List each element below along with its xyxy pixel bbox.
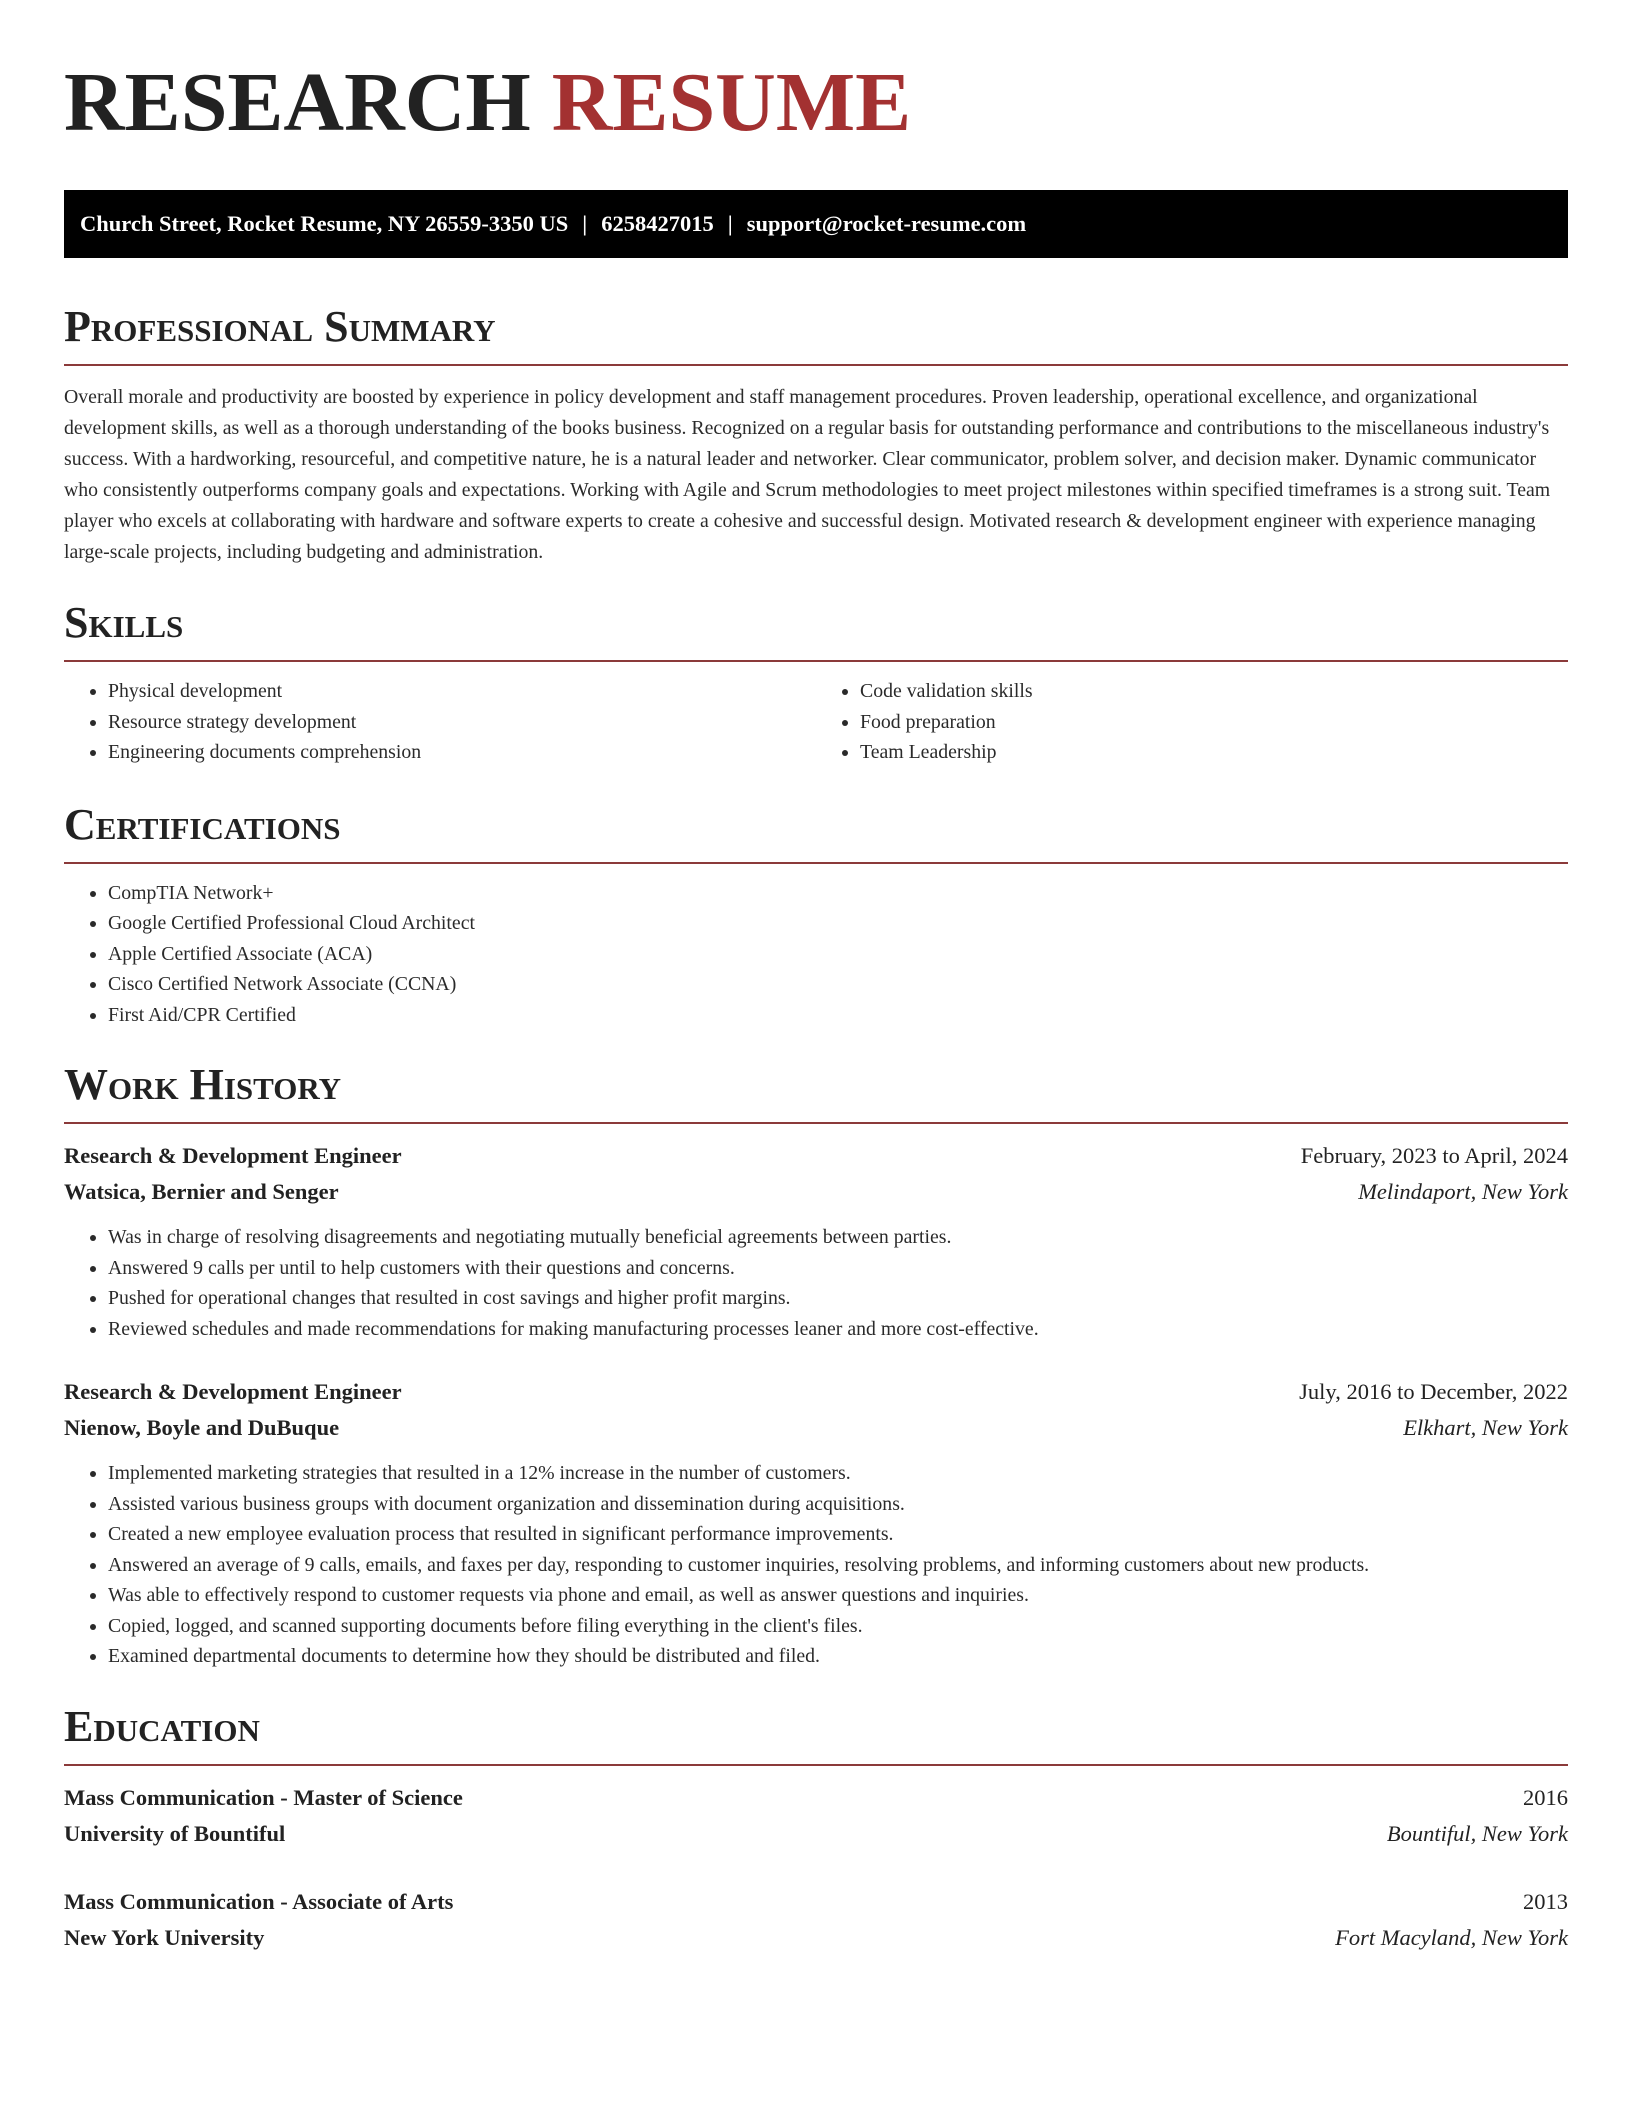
job-bullets xyxy=(64,1458,1568,1672)
contact-phone: 6258427015 xyxy=(601,211,714,236)
contact-bar xyxy=(64,190,1568,258)
job-bullet: • Answered 9 calls per until to help customers with their questions and concerns. xyxy=(108,1253,1568,1284)
certification-item: • Cisco Certified Network Associate (CCNA) xyxy=(108,969,1568,1000)
job-bullet: • Was able to effectively respond to customer requests via phone and email, as well as answer questions and inquiries. xyxy=(108,1580,1568,1611)
job-bullet: • Pushed for operational changes that resulted in cost savings and higher profit margins. xyxy=(108,1283,1568,1314)
education-entry xyxy=(64,1884,1568,1956)
work-history-section xyxy=(64,1060,1568,1672)
education-location: Fort Macyland, New York xyxy=(1335,1924,1568,1950)
job-title-row xyxy=(64,1138,1568,1174)
title-first-word: RESEARCH xyxy=(64,56,531,149)
job-bullets xyxy=(64,1222,1568,1344)
skills-list-left xyxy=(64,676,816,768)
resume-title xyxy=(64,58,1568,148)
job-bullet: • Was in charge of resolving disagreements and negotiating mutually beneficial agreements between parties. xyxy=(108,1222,1568,1253)
education-location: Bountiful, New York xyxy=(1386,1820,1568,1846)
job-bullet: • Answered an average of 9 calls, emails, and faxes per day, responding to customer inquiries, resolving problems, and informing customers about new products. xyxy=(108,1550,1568,1581)
education-year: 2016 xyxy=(1523,1784,1568,1810)
job-bullet: • Copied, logged, and scanned supporting documents before filing everything in the client's files. xyxy=(108,1611,1568,1642)
certification-item: • Apple Certified Associate (ACA) xyxy=(108,939,1568,970)
job-company: Nienow, Boyle and DuBuque xyxy=(64,1415,340,1440)
skills-columns xyxy=(64,662,1568,768)
contact-address: Church Street, Rocket Resume, NY 26559-3350 US xyxy=(80,211,569,236)
job-dates: July, 2016 to December, 2022 xyxy=(1299,1379,1568,1404)
skill-item: • Engineering documents comprehension xyxy=(108,737,816,768)
education-degree-row xyxy=(64,1780,1568,1816)
contact-separator: | xyxy=(582,211,588,236)
education-school: New York University xyxy=(64,1924,265,1950)
education-school: University of Bountiful xyxy=(64,1820,286,1846)
education-degree: Mass Communication - Master of Science xyxy=(64,1784,463,1810)
contact-separator: | xyxy=(727,211,733,236)
summary-heading: Professional Summary xyxy=(64,302,496,351)
job-dates: February, 2023 to April, 2024 xyxy=(1300,1143,1568,1168)
job-bullet: • Assisted various business groups with document organization and dissemination during acquisitions. xyxy=(108,1489,1568,1520)
skill-item: • Food preparation xyxy=(860,707,1568,738)
certification-item: • CompTIA Network+ xyxy=(108,878,1568,909)
education-entry xyxy=(64,1780,1568,1852)
job-entry xyxy=(64,1138,1568,1344)
summary-divider xyxy=(64,364,1568,366)
work-history-divider xyxy=(64,1122,1568,1124)
job-company-row xyxy=(64,1410,1568,1446)
job-bullet: • Reviewed schedules and made recommendations for making manufacturing processes leaner and more cost-effective. xyxy=(108,1314,1568,1345)
certifications-list xyxy=(64,878,1568,1031)
summary-text: Overall morale and productivity are boosted by experience in policy development and staff management procedures. Proven leadership, operational excellence, and organizational development skills, as well as a thorough understanding of the books business. Recognized on a regular basis for outstanding performance and contributions to the miscellaneous industry's success. With a hardworking, resourceful, and competitive nature, he is a natural leader and networker. Clear communicator, problem solver, and decision maker. Dynamic communicator who consistently outperforms company goals and expectations. Working with Agile and Scrum methodologies to meet project milestones within specified timeframes is a strong suit. Team player who excels at collaborating with hardware and software experts to create a cohesive and successful design. Motivated research & development engineer with experience managing large-scale projects, including budgeting and administration. xyxy=(64,386,1551,563)
certification-item: • Google Certified Professional Cloud Architect xyxy=(108,908,1568,939)
skills-heading: Skills xyxy=(64,598,184,647)
work-history-heading: Work History xyxy=(64,1060,342,1109)
skill-item: • Resource strategy development xyxy=(108,707,816,738)
job-title: Research & Development Engineer xyxy=(64,1379,402,1404)
education-school-row xyxy=(64,1816,1568,1852)
job-bullet: • Implemented marketing strategies that resulted in a 12% increase in the number of customers. xyxy=(108,1458,1568,1489)
certification-item: • First Aid/CPR Certified xyxy=(108,1000,1568,1031)
education-school-row xyxy=(64,1920,1568,1956)
job-title-row xyxy=(64,1374,1568,1410)
job-company-row xyxy=(64,1174,1568,1210)
title-second-word: RESUME xyxy=(551,56,912,149)
job-bullet: • Created a new employee evaluation process that resulted in significant performance improvements. xyxy=(108,1519,1568,1550)
job-company: Watsica, Bernier and Senger xyxy=(64,1179,339,1204)
job-location: Elkhart, New York xyxy=(1403,1415,1568,1440)
job-title: Research & Development Engineer xyxy=(64,1143,402,1168)
skills-section xyxy=(64,598,1568,768)
education-degree: Mass Communication - Associate of Arts xyxy=(64,1888,454,1914)
education-divider xyxy=(64,1764,1568,1766)
job-entry xyxy=(64,1374,1568,1672)
education-section xyxy=(64,1702,1568,1956)
skill-item: • Code validation skills xyxy=(860,676,1568,707)
summary-section xyxy=(64,302,1568,568)
skill-item: • Team Leadership xyxy=(860,737,1568,768)
certifications-heading: Certifications xyxy=(64,799,341,849)
education-degree-row xyxy=(64,1884,1568,1920)
contact-email: support@rocket-resume.com xyxy=(746,211,1027,236)
skill-item: • Physical development xyxy=(108,676,816,707)
certifications-divider xyxy=(64,862,1568,864)
skills-list-right xyxy=(816,676,1568,768)
certifications-section xyxy=(64,800,1568,1031)
education-year: 2013 xyxy=(1523,1888,1568,1914)
job-bullet: • Examined departmental documents to determine how they should be distributed and filed. xyxy=(108,1641,1568,1672)
job-location: Melindaport, New York xyxy=(1358,1179,1568,1204)
education-heading: Education xyxy=(64,1701,260,1751)
